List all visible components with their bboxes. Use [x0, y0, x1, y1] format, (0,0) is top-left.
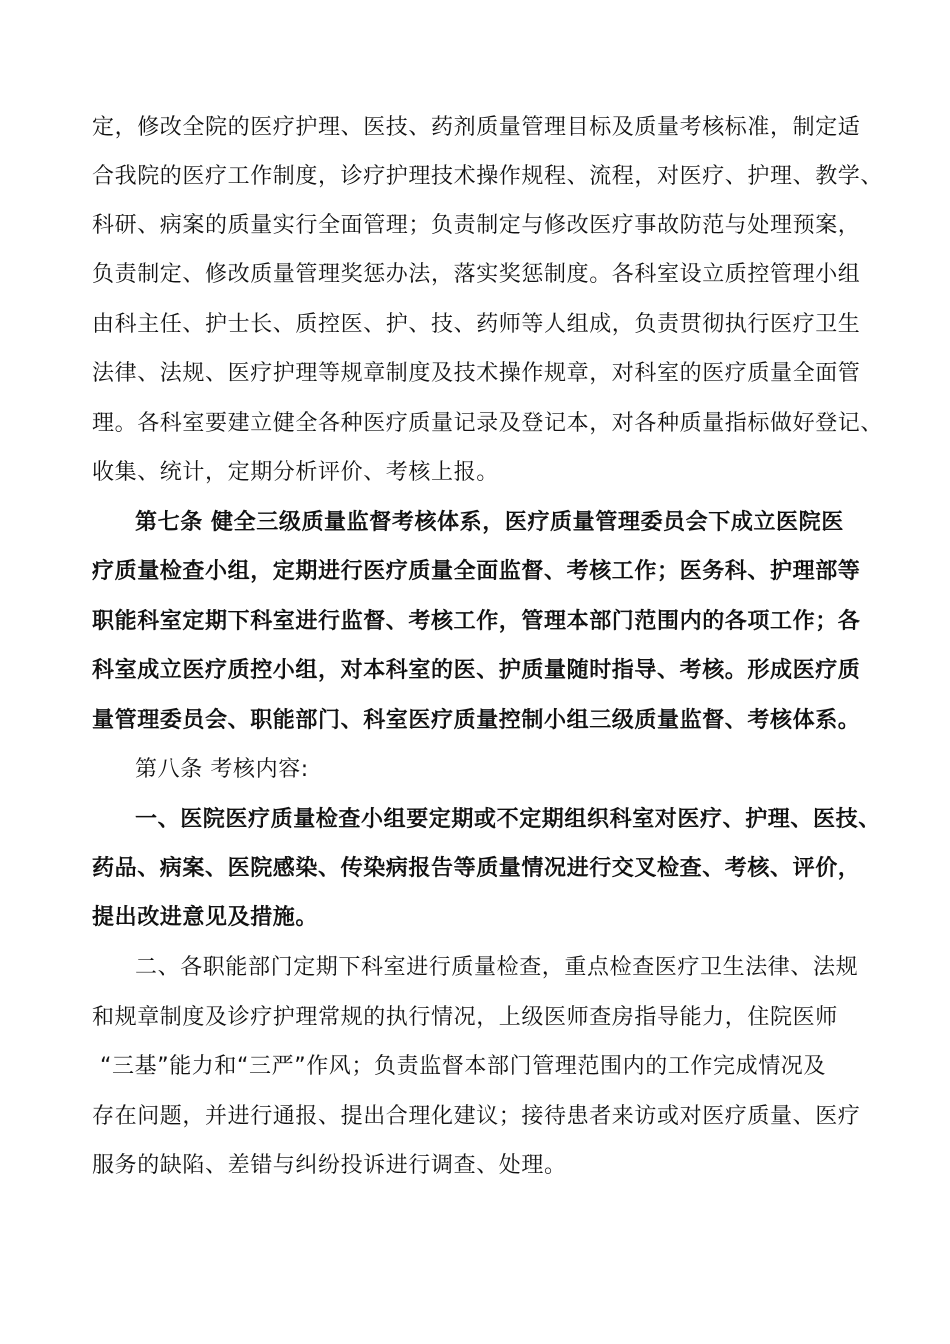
text-line: 理。各科室要建立健全各种医疗质量记录及登记本，对各种质量指标做好登记、 — [92, 411, 884, 436]
item-2-line: 服务的缺陷、差错与纠纷投诉进行调查、处理。 — [92, 1153, 567, 1178]
item-2-line: 二、各职能部门定期下科室进行质量检查，重点检查医疗卫生法律、法规 — [135, 955, 859, 980]
article-7-line: 科室成立医疗质控小组，对本科室的医、护质量随时指导、考核。形成医疗质 — [92, 658, 861, 683]
article-7-line: 第七条 健全三级质量监督考核体系，医疗质量管理委员会下成立医院医 — [135, 510, 844, 535]
text-line: 由科主任、护士长、质控医、护、技、药师等人组成，负责贯彻执行医疗卫生 — [92, 312, 861, 337]
text-line: 合我院的医疗工作制度，诊疗护理技术操作规程、流程，对医疗、护理、教学、 — [92, 164, 884, 189]
item-2-line: 存在问题，并进行通报、提出合理化建议；接待患者来访或对医疗质量、医疗 — [92, 1104, 861, 1129]
article-7-line: 职能科室定期下科室进行监督、考核工作，管理本部门范围内的各项工作；各 — [92, 609, 861, 634]
article-7-line: 疗质量检查小组，定期进行医疗质量全面监督、考核工作；医务科、护理部等 — [92, 559, 861, 584]
item-2-line: “三基”能力和“三严”作风；负责监督本部门管理范围内的工作完成情况及 — [100, 1054, 826, 1079]
text-line: 科研、病案的质量实行全面管理；负责制定与修改医疗事故防范与处理预案， — [92, 213, 861, 238]
text-line: 定，修改全院的医疗护理、医技、药剂质量管理目标及质量考核标准，制定适 — [92, 115, 861, 140]
article-8-heading: 第八条 考核内容: — [135, 757, 309, 782]
text-line: 负责制定、修改质量管理奖惩办法，落实奖惩制度。各科室设立质控管理小组 — [92, 262, 861, 287]
item-1-line: 药品、病案、医院感染、传染病报告等质量情况进行交叉检查、考核、评价， — [92, 856, 861, 881]
item-2-line: 和规章制度及诊疗护理常规的执行情况，上级医师查房指导能力，住院医师 — [92, 1005, 838, 1030]
item-1-line: 一、医院医疗质量检查小组要定期或不定期组织科室对医疗、护理、医技、 — [135, 807, 881, 832]
text-line: 法律、法规、医疗护理等规章制度及技术操作规章，对科室的医疗质量全面管 — [92, 361, 861, 386]
text-line: 收集、统计，定期分析评价、考核上报。 — [92, 460, 499, 485]
article-7-line: 量管理委员会、职能部门、科室医疗质量控制小组三级质量监督、考核体系。 — [92, 708, 861, 733]
item-1-line: 提出改进意见及措施。 — [92, 905, 319, 930]
